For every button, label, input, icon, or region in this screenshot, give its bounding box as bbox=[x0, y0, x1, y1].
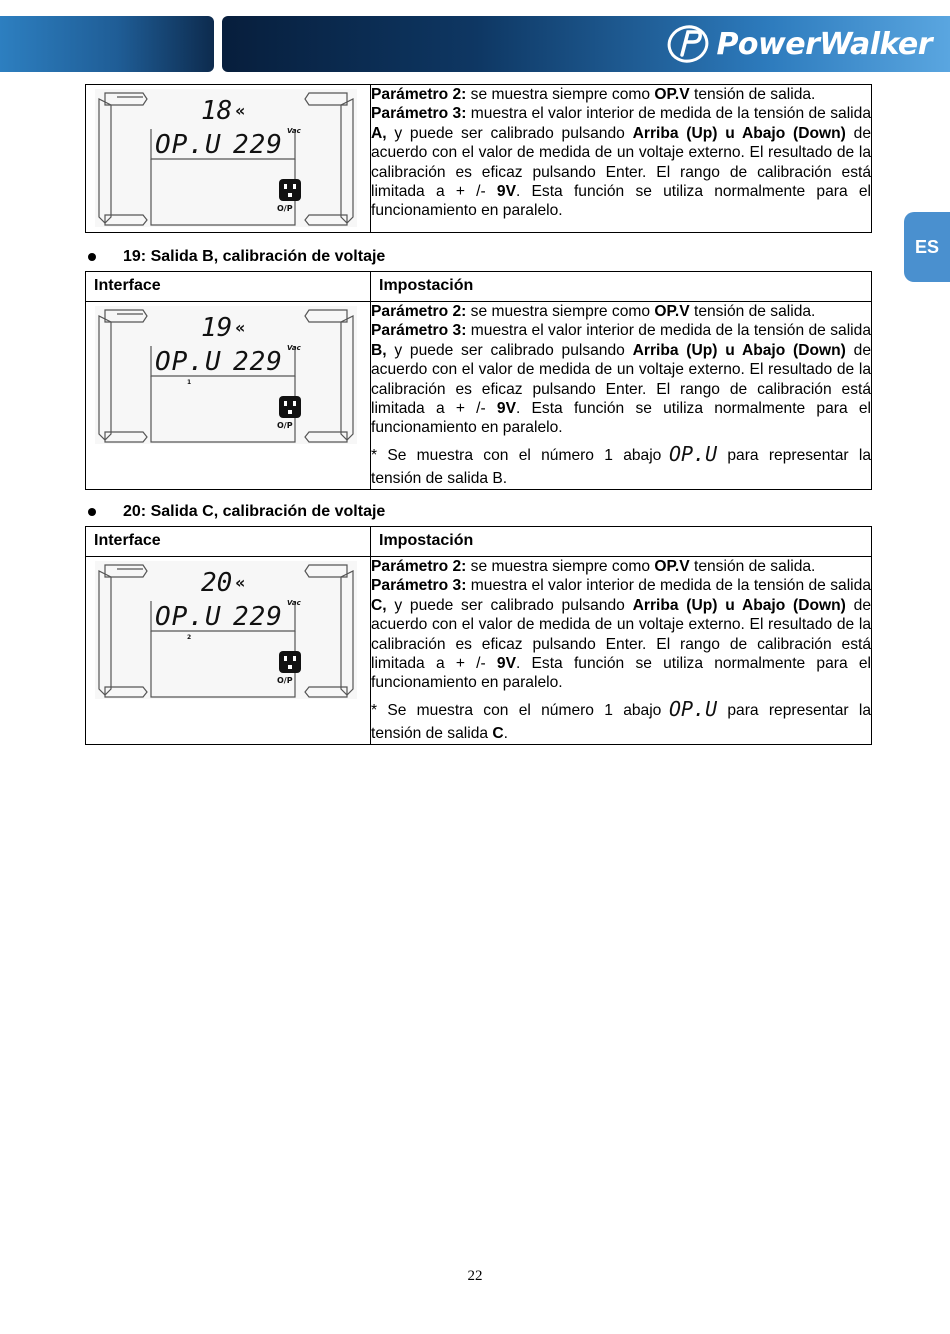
section-heading-text: 19: Salida B, calibración de voltaje bbox=[123, 248, 386, 265]
svg-text:OP.U: OP.U bbox=[669, 443, 718, 464]
svg-text:OP.U: OP.U bbox=[155, 602, 222, 632]
svg-text:O/P: O/P bbox=[277, 421, 293, 430]
section-heading-text: 20: Salida C, calibración de voltaje bbox=[123, 503, 386, 520]
lcd-display-icon bbox=[95, 561, 357, 699]
impostacion-cell bbox=[371, 302, 872, 490]
table-header-row bbox=[86, 272, 872, 302]
table-row bbox=[86, 557, 872, 745]
svg-text:19: 19 bbox=[201, 313, 233, 343]
opu-display-icon bbox=[669, 699, 719, 724]
brand-logo bbox=[666, 24, 932, 64]
note-text: * Se muestra con el número 1 abajo OP.U para representar la tensión de salida C. bbox=[371, 698, 871, 743]
impostacion-cell bbox=[371, 557, 872, 745]
column-header-interface: Interface bbox=[86, 272, 371, 302]
opu-display-icon bbox=[669, 444, 719, 469]
bullet-icon bbox=[88, 508, 96, 516]
svg-text:Vac: Vac bbox=[287, 344, 301, 352]
interface-cell bbox=[86, 557, 371, 745]
svg-text:Vac: Vac bbox=[287, 599, 301, 607]
settings-table bbox=[85, 84, 872, 233]
svg-text:229: 229 bbox=[233, 130, 283, 160]
table-row bbox=[86, 302, 872, 490]
column-header-impostacion: Impostación bbox=[371, 272, 872, 302]
header-banner-left bbox=[0, 16, 214, 72]
svg-text:O/P: O/P bbox=[277, 676, 293, 685]
svg-text:OP.U: OP.U bbox=[155, 130, 222, 160]
section-heading bbox=[88, 248, 385, 266]
interface-cell bbox=[86, 302, 371, 490]
table-row bbox=[86, 85, 872, 233]
settings-table bbox=[85, 271, 872, 490]
svg-text:O/P: O/P bbox=[277, 204, 293, 213]
interface-cell bbox=[86, 85, 371, 233]
param2-text: Parámetro 2: se muestra siempre como OP.V tensión de salida. bbox=[371, 86, 816, 103]
svg-text:OP.U: OP.U bbox=[669, 698, 718, 719]
param3-text: Parámetro 3: muestra el valor interior de medida de la tensión de salida B, y puede ser calibrado pulsando Arriba (Up) u Abajo (Down) de acuerdo con el valor de medida de un voltaje externo. El resultado de la calibración es eficaz pulsando Enter. El rango de calibración está limitada a + /- 9V. Esta función se utiliza normalmente para el funcionamiento en paralelo. bbox=[371, 322, 871, 437]
lcd-display-icon bbox=[95, 89, 357, 227]
note-text: * Se muestra con el número 1 abajo OP.U para representar la tensión de salida B. bbox=[371, 443, 871, 488]
powerwalker-logo-icon bbox=[666, 24, 710, 64]
param2-text: Parámetro 2: se muestra siempre como OP.V tensión de salida. bbox=[371, 303, 816, 320]
svg-text:2: 2 bbox=[187, 634, 192, 641]
svg-text:«: « bbox=[235, 573, 246, 592]
page-number: 22 bbox=[467, 1268, 483, 1284]
language-tab[interactable]: ES bbox=[904, 212, 950, 282]
svg-text:OP.U: OP.U bbox=[155, 347, 222, 377]
settings-table bbox=[85, 526, 872, 745]
param3-text: Parámetro 3: muestra el valor interior de medida de la tensión de salida C, y puede ser calibrado pulsando Arriba (Up) u Abajo (Down) de acuerdo con el valor de medida de un voltaje externo. El resultado de la calibración es eficaz pulsando Enter. El rango de calibración está limitada a + /- 9V. Esta función se utiliza normalmente para el funcionamiento en paralelo. bbox=[371, 577, 871, 692]
brand-name: PowerWalker bbox=[716, 26, 932, 62]
svg-text:1: 1 bbox=[187, 379, 192, 386]
svg-text:Vac: Vac bbox=[287, 127, 301, 135]
svg-text:20: 20 bbox=[201, 568, 233, 598]
table-header-row bbox=[86, 527, 872, 557]
column-header-interface: Interface bbox=[86, 527, 371, 557]
impostacion-cell bbox=[371, 85, 872, 233]
svg-text:229: 229 bbox=[233, 602, 283, 632]
section-heading bbox=[88, 503, 385, 521]
svg-text:«: « bbox=[235, 101, 246, 120]
bullet-icon bbox=[88, 253, 96, 261]
column-header-impostacion: Impostación bbox=[371, 527, 872, 557]
lcd-display-icon bbox=[95, 306, 357, 444]
svg-text:«: « bbox=[235, 318, 246, 337]
param3-text: Parámetro 3: muestra el valor interior de medida de la tensión de salida A, y puede ser calibrado pulsando Arriba (Up) u Abajo (Down) de acuerdo con el valor de medida de un voltaje externo. El resultado de la calibración es eficaz pulsando Enter. El rango de calibración está limitada a + /- 9V. Esta función se utiliza normalmente para el funcionamiento en paralelo. bbox=[371, 105, 871, 220]
svg-text:18: 18 bbox=[201, 96, 233, 126]
svg-text:229: 229 bbox=[233, 347, 283, 377]
param2-text: Parámetro 2: se muestra siempre como OP.V tensión de salida. bbox=[371, 558, 816, 575]
